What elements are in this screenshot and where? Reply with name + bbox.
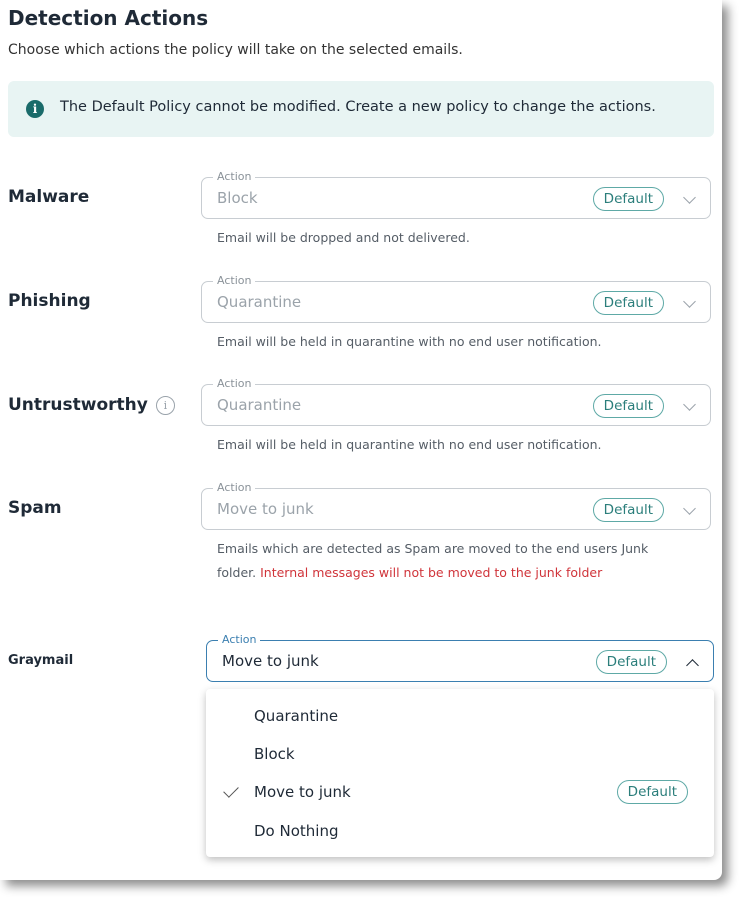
field-legend: Action [213, 377, 255, 390]
default-badge: Default [596, 650, 667, 674]
info-banner-text: The Default Policy cannot be modified. Create a new policy to change the actions. [60, 99, 656, 115]
phishing-action-select[interactable] [201, 274, 711, 323]
untrustworthy-label-text: Untrustworthy [8, 395, 148, 415]
default-badge: Default [593, 291, 664, 315]
spam-action-select[interactable] [201, 481, 711, 530]
spam-helper-line1: Emails which are detected as Spam are moved to the end users Junk [217, 541, 649, 556]
chevron-down-icon [683, 191, 696, 204]
phishing-label: Phishing [8, 291, 91, 311]
chevron-up-icon[interactable] [686, 659, 699, 672]
info-banner [8, 81, 714, 137]
malware-label: Malware [8, 187, 90, 207]
select-value: Move to junk [222, 652, 319, 670]
phishing-helper-text: Email will be held in quarantine with no end user notification. [217, 334, 602, 349]
dropdown-option-do-nothing[interactable] [206, 814, 714, 850]
spam-helper-line2 [217, 561, 648, 585]
field-legend: Action [213, 481, 255, 494]
dropdown-option-quarantine[interactable] [206, 699, 714, 735]
select-value: Move to junk [217, 500, 314, 518]
option-label: Block [254, 745, 295, 763]
malware-action-select[interactable] [201, 170, 711, 219]
chevron-down-icon [683, 398, 696, 411]
page-subtitle: Choose which actions the policy will take on the selected emails. [8, 42, 463, 58]
default-badge: Default [593, 187, 664, 211]
spam-helper-warning: Internal messages will not be moved to the junk folder [260, 565, 603, 580]
graymail-dropdown-menu [206, 689, 714, 857]
info-circle-icon[interactable]: i [156, 396, 175, 415]
untrustworthy-helper-text: Email will be held in quarantine with no end user notification. [217, 437, 602, 452]
default-badge: Default [593, 394, 664, 418]
default-badge: Default [617, 780, 688, 804]
spam-label: Spam [8, 498, 62, 518]
field-legend: Action [218, 633, 260, 646]
untrustworthy-action-select[interactable] [201, 377, 711, 426]
info-icon: i [26, 100, 44, 118]
chevron-down-icon [683, 295, 696, 308]
spam-helper-prefix: folder. [217, 565, 257, 580]
select-value: Quarantine [217, 293, 302, 311]
select-value: Quarantine [217, 396, 302, 414]
malware-helper-text: Email will be dropped and not delivered. [217, 230, 470, 245]
graymail-label: Graymail [8, 653, 74, 668]
dropdown-option-move-to-junk[interactable] [206, 775, 714, 811]
option-label: Quarantine [254, 707, 339, 725]
check-icon [223, 782, 239, 798]
select-value: Block [217, 189, 258, 207]
page-title: Detection Actions [8, 6, 209, 30]
dropdown-option-block[interactable] [206, 737, 714, 773]
option-label: Do Nothing [254, 822, 339, 840]
chevron-down-icon [683, 502, 696, 515]
spam-helper-text [217, 537, 648, 585]
graymail-action-select[interactable] [206, 633, 714, 682]
untrustworthy-label [8, 395, 175, 415]
default-badge: Default [593, 498, 664, 522]
field-legend: Action [213, 170, 255, 183]
field-legend: Action [213, 274, 255, 287]
option-label: Move to junk [254, 783, 351, 801]
